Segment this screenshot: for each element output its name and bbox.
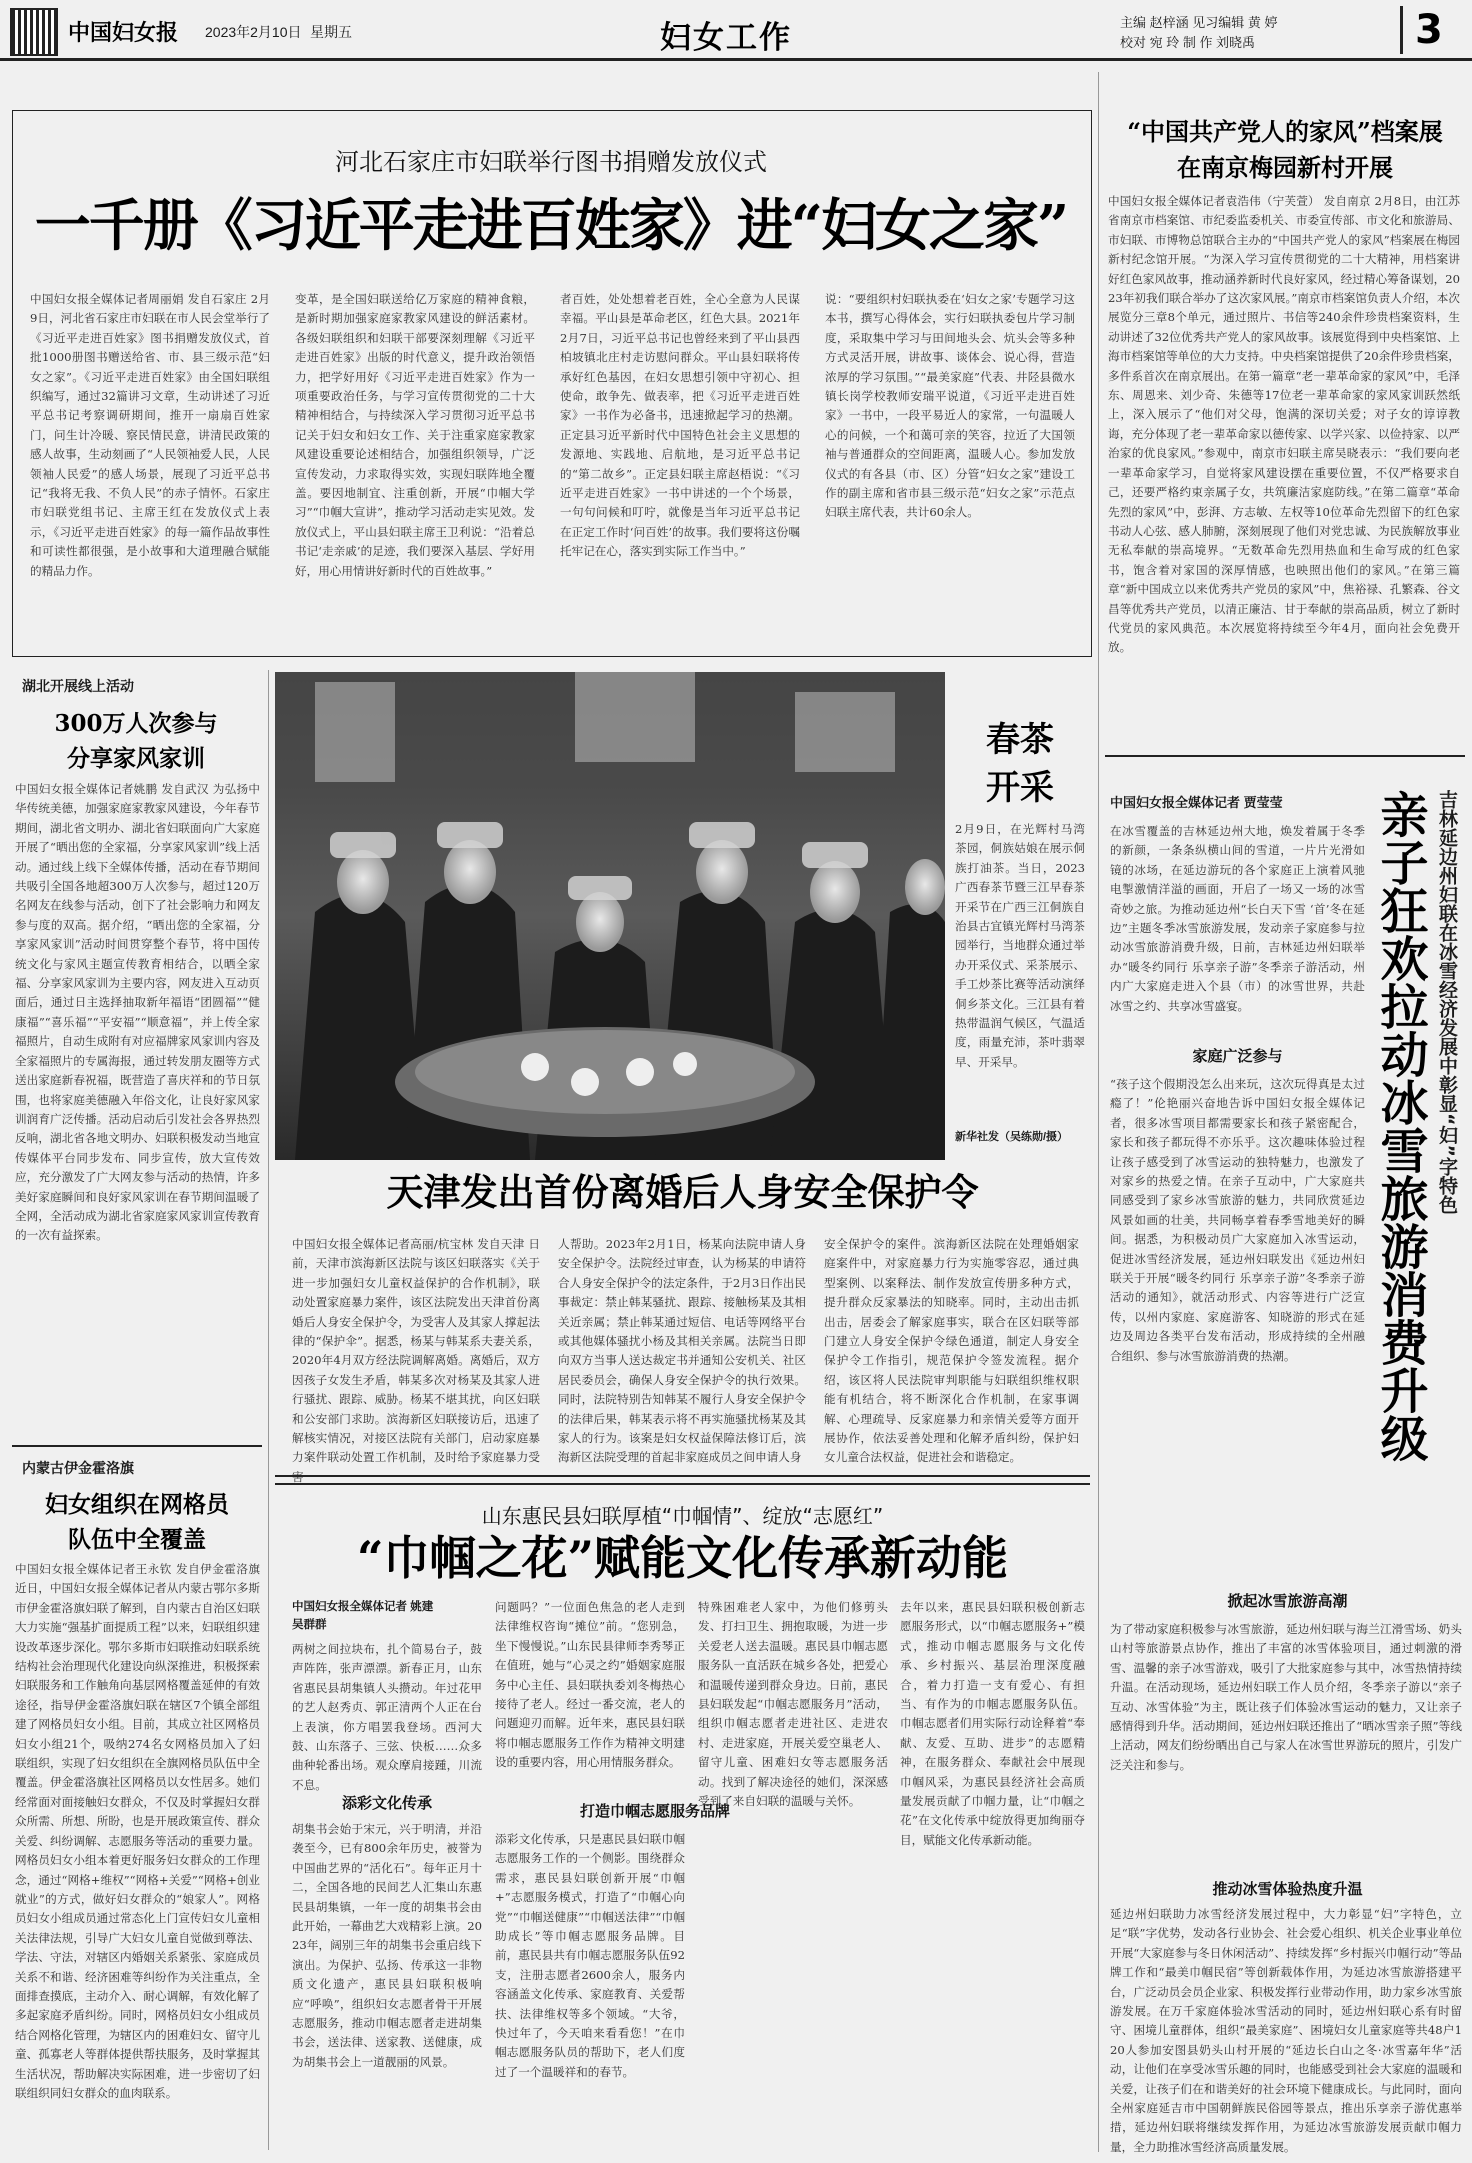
tianjin-col-3: 安全保护令的案件。滨海新区法院在处理婚姻家庭案件中，对家庭暴力行为实施零容忍，通过典型案例、以案释法、制作发放宣传册多种方式，提升群众反家暴法的知晓率。同时，主动出击抓出击，居委会了解家庭事实，联合在区妇联等部门建立人身安全保护令绿色通道，制定人身安全保护令工作指引，规范保护令签发流程。据介绍，该区将人民法院审判职能与妇联组织维权职能有机结合，将不断深化合作机制，在家事调解、心理疏导、反家庭暴力和亲情关爱等方面开展协作，依法妥善处理和化解矛盾纠纷，保护妇女儿童合法权益，促进社会和谐稳定。 bbox=[824, 1237, 1079, 1465]
shandong-col-2: 问题吗？”一位面色焦急的老人走到法律维权咨询“摊位”前。“您别急，坐下慢慢说。”山东民县律师李秀琴正在值班，她与“心灵之约”婚姻家庭服务中心主任、县妇联执委刘冬梅热心接待了老人。经过一番交流，老人的问题迎刃而解。近年来，惠民县妇联将巾帼志愿服务工作作为精神文明建设的重要内容，用心用情服务群众。 bbox=[495, 1600, 685, 1770]
right-column-divider bbox=[1098, 72, 1099, 2152]
hubei-bottom-rule bbox=[12, 1445, 262, 1447]
shandong-col-1: 两树之间拉块布，扎个简易台子，鼓声阵阵，张声漂漂。新春正月，山东省惠民县胡集镇人头攒动。年过花甲的艺人赵秀贞、郭正清两个人正在台上表演，你方唱罢我登场。西河大鼓、山东落子、三弦、快板……众多曲种轮番出场。观众摩肩接踵，川流不息。 bbox=[292, 1642, 482, 1792]
hubei-headline-1: 300万人次参与 bbox=[54, 710, 218, 737]
staff-line-1: 主编 赵梓涵 见习编辑 黄 婷 bbox=[1120, 15, 1278, 30]
masthead bbox=[0, 0, 1472, 72]
jilin-body-2: 为了带动家庭积极参与冰雪旅游，延边州妇联与海兰江滑雪场、奶头山村等旅游景点协作，推出了丰富的冰雪体验项目，通过刺激的滑雪、温馨的亲子冰雪游戏，吸引了大批家庭参与其中，冰雪热情持续升温。在活动现场，延边州妇联工作人员介绍，冬季亲子游以“亲子互动、冰雪体验”为主，既让孩子们体验冰雪运动的魅力，又让亲子感情得到升华。活动期间，延边州妇联还推出了“晒冰雪亲子照”等线上活动，网友们纷纷晒出自己与家人在冰雪世界游玩的照片，引发广泛关注和参与。 bbox=[1110, 1622, 1462, 1772]
tianjin-headline: 天津发出首份离婚后人身安全保护令 bbox=[386, 1170, 979, 1214]
tianjin-col-2: 人帮助。2023年2月1日，杨某向法院申请人身安全保护令。法院经过审查，认为杨某的申请符合人身安全保护令的法定条件，于2月3日作出民事裁定：禁止韩某骚扰、跟踪、接触杨某及其相关近亲属；禁止韩某通过短信、电话等网络平台或其他媒体骚扰小杨及其相关亲属。法院当日即向双方当事人送达裁定书并通知公安机关、社区居民委员会，确保人身安全保护令的执行效果。同时，法院特别告知韩某不履行人身安全保护令的法律后果，韩某表示将不再实施骚扰杨某及其家人的行为。该案是妇女权益保障法修订后，滨海新区法院受理的首起非家庭成员之间申请人身 bbox=[558, 1237, 806, 1465]
lead-col-2: 变革，是全国妇联送给亿万家庭的精神食粮，是新时期加强家庭家教家风建设的鲜活素材。各级妇联组织和妇联干部要深刻理解《习近平走进百姓家》出版的时代意义，提升政治领悟力，把学好用好《习近平走进百姓家》作为一项重要政治任务，与学习宣传贯彻党的二十大精神相结合，与持续深入学习贯彻习近平总书记关于妇女和妇女工作、关于注重家庭家教家风建设重要论述相结合，加强组织领导，广泛宣传发动，力求取得实效，实现妇联阵地全覆盖。要因地制宜、注重创新，开展“巾帼大学习”“巾帼大宣讲”，推动学习活动走实见效。发放仪式上，平山县妇联主席王卫利说：“沿着总书记‘走亲戚’的足迹，我们要深入基层、学好用好，用心用情讲好新时代的百姓故事。” bbox=[295, 292, 535, 578]
jilin-subhead-3: 推动冰雪体验热度升温 bbox=[1212, 1880, 1363, 1898]
neimeng-body: 中国妇女报全媒体记者王永钦 发自伊金霍洛旗 近日，中国妇女报全媒体记者从内蒙古鄂尔多斯市伊金霍洛旗妇联了解到，自内蒙古自治区妇联大力实施“强基扩面提质工程”以来，妇联组织建设改革逐步深化。鄂尔多斯市妇联推动妇联系统结构社会治理现代化建设向纵深推进，积极探索妇联服务和工作触角向基层网格覆盖延伸的有效途径，指导伊金霍洛旗妇联在辖区7个镇全部组建了网格员妇女小组。目前，其成立社区网格员妇女小组21个，吸纳274名女网格员加入了妇联组织，实现了妇女组织在全旗网格员队伍中全覆盖。伊金霍洛旗社区网格员以女性居多。她们经常面对面接触妇女群众，不仅及时掌握妇女群众所需、所想、所盼，也是开展政策宣传、群众关爱、纠纷调解、志愿服务等活动的重要力量。网格员妇女小组本着更好服务妇女群众的工作理念，通过“网格+维权”“网格+关爱”“网格+创业就业”的方式，做好妇女群众的“娘家人”。网格员妇女小组成员通过常态化上门宣传妇女儿童相关法律法规，引导广大妇女儿童自觉做到尊法、学法、守法，对辖区内婚姻关系紧张、家庭成员关系不和谐、经济困难等纠纷作为关注重点，全面排查摸底，主动介入、耐心调解，有效化解了多起家庭矛盾纠纷。同时，网格员妇女小组成员结合网格化管理，为辖区内的困难妇女、留守儿童、孤寡老人等群体提供帮扶服务，及时掌握其生活状况，帮助解决实际困难，进一步密切了妇联组织同妇女群众的血肉联系。 bbox=[15, 1562, 260, 2100]
right-top-bottom-rule bbox=[1105, 755, 1465, 757]
tianjin-bottom-rule bbox=[275, 1475, 1090, 1477]
jilin-byline: 中国妇女报全媒体记者 贾莹莹 bbox=[1110, 795, 1283, 810]
qr-code-icon bbox=[10, 8, 58, 56]
shandong-col-4: 去年以来，惠民县妇联积极创新志愿服务形式，以“巾帼志愿服务+”模式，推动巾帼志愿服务与文化传承、乡村振兴、基层治理深度融合，着力打造一支有爱心、有担当、有作为的巾帼志愿服务队伍。巾帼志愿者们用实际行动诠释着“奉献、友爱、互助、进步”的志愿精神，在服务群众、奉献社会中展现巾帼风采，为惠民县经济社会高质量发展贡献了巾帼力量，让“巾帼之花”在文化传承中绽放得更加绚丽夺目，赋能文化传承新动能。 bbox=[900, 1600, 1085, 1847]
shandong-subhead-2: 打造巾帼志愿服务品牌 bbox=[579, 1802, 730, 1820]
shandong-byline-1: 中国妇女报全媒体记者 姚建 bbox=[292, 1601, 434, 1613]
right-top-headline-1: “中国共产党人的家风”档案展 bbox=[1127, 117, 1443, 146]
shandong-byline-2: 吴群群 bbox=[292, 1619, 327, 1631]
left-column-divider bbox=[268, 670, 269, 2150]
shandong-headline: “巾帼之花”赋能文化传承新动能 bbox=[357, 1531, 1008, 1585]
lead-col-4: 说：“要组织村妇联执委在‘妇女之家’专题学习这本书，撰写心得体会，实行妇联执委包片学习制度，采取集中学习与田间地头会、炕头会等多种方式灵活开展，讲故事、谈体会、说心得，营造浓厚的学习氛围。”“最美家庭”代表、井陉县微水镇长岗学校教师安瑞平说道，《习近平走进百姓家》一书中，一段平易近人的家常，一句温暖人心的问候，一个和蔼可亲的笑容，拉近了大国领袖与普通群众的空间距离，温暖人心。参加发放仪式的有各县（市、区）分管“妇女之家”建设工作的副主席和省市县三级示范“妇女之家”示范点妇联主席代表，共计60余人。 bbox=[825, 292, 1075, 520]
page-number: 3 bbox=[1400, 6, 1443, 54]
masthead-rule bbox=[0, 58, 1472, 61]
shandong-col-1b: 胡集书会始于宋元，兴于明清，并沿袭至今，已有800余年历史，被誉为中国曲艺界的“活化石”。每年正月十二，全国各地的民间艺人汇集山东惠民县胡集镇，一年一度的胡集书会由此开始，一幕曲艺大戏精彩上演。2023年，阔别三年的胡集书会重启线下演出。为保护、弘扬、传承这一非物质文化遗产，惠民县妇联积极响应“呼唤”，组织妇女志愿者骨干开展志愿服务，推动巾帼志愿者走进胡集书会，送法律、送家教、送健康，成为胡集书会上一道靓丽的风景。 bbox=[292, 1822, 482, 2069]
issue-weekday: 星期五 bbox=[310, 24, 352, 40]
lead-headline: 一千册《习近平走进百姓家》进“妇女之家” bbox=[34, 193, 1068, 259]
jilin-vertical-kicker: 吉林延边州妇联在冰雪经济发展中彰显“妇”字特色 bbox=[1436, 790, 1458, 1214]
neimeng-headline-1: 妇女组织在网格员 bbox=[45, 1491, 229, 1518]
hubei-kicker: 湖北开展线上活动 bbox=[22, 678, 134, 694]
paper-name: 中国妇女报 bbox=[68, 20, 179, 46]
lead-col-3: 者百姓，处处想着老百姓，全心全意为人民谋幸福。平山县是革命老区，红色大县。2021年2月7日，习近平总书记也曾经来到了平山县西柏坡镇北庄村走访慰问群众。平山县妇联将传承好红色基因，在妇女思想引领中守初心、担使命，敢争先、做表率，把《习近平走进百姓家》一书作为必备书，迅速掀起学习的热潮。正定县习近平新时代中国特色社会主义思想的发源地、实践地、启航地，是习近平总书记的“第二故乡”。正定县妇联主席赵梧说：“《习近平走进百姓家》一书中讲述的一个个场景，一句句问候和叮咛，就像是当年习近平总书记在正定工作时‘问百姓’的故事。我们要将这份嘱托牢记在心，落实到实际工作当中。” bbox=[560, 292, 800, 559]
shandong-kicker: 山东惠民县妇联厚植“巾帼情”、绽放“志愿红” bbox=[481, 1504, 884, 1528]
tea-festival-photo bbox=[275, 672, 945, 1160]
tea-photo-credit: 新华社发（吴练勋/摄） bbox=[955, 1131, 1069, 1143]
jilin-subhead-1: 家庭广泛参与 bbox=[1192, 1047, 1283, 1065]
section-title: 妇女工作 bbox=[660, 20, 792, 56]
lead-col-1: 中国妇女报全媒体记者周丽娟 发自石家庄 2月9日，河北省石家庄市妇联在市人民会堂举行了《习近平走进百姓家》图书捐赠发放仪式，首批1000册图书赠送给省、市、县三级示范“妇女之家”。《习近平走进百姓家》由全国妇联组织编写，通过32篇讲习文章，生动讲述了习近平总书记考察调研期间，推开一扇扇百姓家门，问生计冷暖、察民情民意，讲清民政策的感人故事，生动刻画了“人民领袖爱人民，人民领袖人民爱”的感人场景，展现了习近平总书记“我将无我、不负人民”的赤子情怀。石家庄市妇联党组书记、主席王红在发放仪式上表示，《习近平走进百姓家》的每一篇作品故事性和可读性都很强，是小故事和大道理融合赋能的精品力作。 bbox=[30, 292, 270, 578]
neimeng-kicker: 内蒙古伊金霍洛旗 bbox=[22, 1460, 134, 1476]
tea-caption: 2月9日，在光辉村马湾茶园，侗族姑娘在展示侗族打油茶。当日，2023广西春茶节暨三江早春茶开采节在广西三江侗族自治县古宜镇光辉村马湾茶园举行，当地群众通过举办开采仪式、采茶展示、手工炒茶比赛等活动演绎侗乡茶文化。三江县有着热带温润气候区，气温适度，雨量充沛，茶叶翡翠早、开采早。 bbox=[955, 822, 1085, 1069]
shandong-subhead-1: 添彩文化传承 bbox=[341, 1794, 432, 1812]
jilin-body-1: “孩子这个假期没怎么出来玩，这次玩得真是太过瘾了！”伦艳丽兴奋地告诉中国妇女报全媒体记者，很多冰雪项目都需要家长和孩子紧密配合，家长和孩子都玩得不亦乐乎。这次趣味体验过程让孩子感受到了冰雪运动的独特魅力，也激发了对家乡的热爱之情。在亲子互动中，广大家庭共同感受到了家乡冰雪旅游的魅力，共同欣赏延边风景如画的壮美，共同畅享着春季雪地美好的瞬间。据悉，为积极动员广大家庭加入冰雪运动，促进冰雪经济发展，延边州妇联发出《延边州妇联关于开展“暖冬约同行 乐享亲子游”冬季亲子游活动的通知》，就活动形式、内容等进行广泛宣传，以州内家庭、家庭游客、知晓游的形式在延边及周边各类平台发布活动，形成持续的全州融合组织、参与冰雪旅游消费的热潮。 bbox=[1110, 1077, 1365, 1363]
jilin-body-3: 延边州妇联助力冰雪经济发展过程中，大力彰显“妇”字特色，立足“联”字优势，发动各行业协会、社会爱心组织、机关企业事业单位开展“大家庭参与冬日休闲活动”、持续发挥“乡村振兴巾帼行动”等品牌工作和“最美巾帼民宿”等创新载体作用，为延边冰雪旅游搭建平台，广泛动员会员企业家、积极发挥行业带动作用，助力家乡冰雪旅游发展。在万千家庭体验冰雪活动的同时，延边州妇联心系有时留守、困境儿童群体，组织“最美家庭”、困境妇女儿童家庭等共48户120人参加安图县奶头山村开展的“延边长白山之冬·冰雪嘉年华”活动，让他们在享受冰雪乐趣的同时，也能感受到社会大家庭的温暖和关爱，让孩子们在和谐美好的社会环境下健康成长。与此同时，面向全州家庭延吉市中国朝鲜族民俗园等景点，推出乐享亲子游优惠举措，延边州妇联将继续发挥作用，为延边冰雪旅游发展贡献巾帼力量，全力助推冰雪经济高质量发展。 bbox=[1110, 1907, 1462, 2154]
right-top-body: 中国妇女报全媒体记者袁浩伟（宁芙萱） 发自南京 2月8日，由江苏省南京市档案馆、市纪委监委机关、市委宣传部、市文化和旅游局、市妇联、市博物总馆联合主办的“中国共产党人的家风”档案展在梅园新村纪念馆开展。“为深入学习宣传贯彻党的二十大精神，用档案讲好红色家风故事，推动涵养新时代良好家风，经过精心筹备谋划，2023年初我们联合举办了这次家风展。”南京市档案馆负责人介绍，本次展览分三章8个单元，通过照片、书信等240余件珍贵档案资料，生动讲述了32位优秀共产党人的家风故事。该展览得到中央档案馆、上海市档案馆等单位的大力支持。中央档案馆提供了20余件珍贵档案，多件系首次在南京展出。在第一篇章“老一辈革命家的家风”中，毛泽东、周恩来、刘少奇、朱德等17位老一辈革命家的家风家训跃然纸上，深入展示了“他们对父母，饱满的深切关爱；对子女的谆谆教诲，充分体现了老一辈革命家以德传家、以学兴家、以俭持家、以严治家的优良家风。”参观中，南京市妇联主席吴晓表示：“我们要向老一辈革命家学习，自觉将家风建设摆在重要位置，不仅严格要求自己，还要严格约束亲属子女，共筑廉洁家庭防线。”在第二篇章“革命先烈的家风”中，彭湃、方志敏、左权等10位革命先烈留下的红色家书动人心弦、感人肺腑，深刻展现了他们对党忠诚、为民族解放事业无私奉献的崇高境界。“无数革命先烈用热血和生命写成的红色家书，饱含着对家国的深厚情感，也映照出他们的家风。”在第三篇章“新中国成立以来优秀共产党员的家风”中，焦裕禄、孔繁森、谷文昌等优秀共产党员，以清正廉洁、甘于奉献的崇高品质，树立了新时代党员的家风典范。本次展览将持续至今年4月，面向社会免费开放。 bbox=[1108, 194, 1460, 655]
lead-kicker: 河北石家庄市妇联举行图书捐赠发放仪式 bbox=[335, 148, 767, 176]
hubei-body: 中国妇女报全媒体记者姚鹏 发自武汉 为弘扬中华传统美德，加强家庭家教家风建设，今年春节期间，湖北省文明办、湖北省妇联面向广大家庭开展了“晒出您的全家福，分享家风家训”线上活动。通过线上线下全媒体传播，活动在春节期间共吸引全国各地超300万人次参与，超过120万名网友在线参与活动，创下了社会影响力和网友参与度的双高。据介绍，“晒出您的全家福，分享家风家训”活动时间贯穿整个春节，将中国传统文化与家风主题宣传教育相结合，以晒全家福、分享家风家训为主要内容，网友进入互动页面后，通过日主选择抽取新年福语“团圆福”“健康福”“喜乐福”“平安福”“顺意福”，并上传全家福照片，自动生成附有对应福牌家风家训内容及全家福照片的专属海报，通过转发朋友圈等方式送出家庭新春祝福，既营造了喜庆祥和的节日氛围，也将家庭美德融入年俗文化，让良好家风家训润育广泛传播。活动启动后引发社会各界热烈反响，湖北省各地文明办、妇联积极发动当地宣传媒体平台同步发布、同步宣传，放大宣传效应，充分激发了广大网友参与活动的热情，许多美好家庭瞬间和良好家风家训在春节期间温暖了全网，全活动成为湖北省家庭家风家训宣传教育的一次有益探索。 bbox=[15, 782, 260, 1243]
neimeng-headline-2: 队伍中全覆盖 bbox=[68, 1526, 206, 1553]
shandong-col-3: 特殊困难老人家中，为他们修剪头发、打扫卫生、拥抱取暖，为进一步关爱老人送去温暖。惠民县巾帼志愿服务队一直活跃在城乡各处，把爱心和温暖传递到群众身边。日前，惠民县妇联发起“巾帼志愿服务月”活动，组织巾帼志愿者走进社区、走进农村、走进家庭，开展关爱空巢老人、留守儿童、困难妇女等志愿服务活动。找到了解决途径的她们，深深感受到了来自妇联的温暖与关怀。 bbox=[698, 1600, 888, 1809]
tianjin-col-1: 中国妇女报全媒体记者高丽/杭宝林 发自天津 日前，天津市滨海新区法院与该区妇联落实《关于进一步加强妇女儿童权益保护的合作机制》，联动处置家庭暴力案件，该区法院发出天津首份离婚后人身安全保护令，为受害人及其家人撑起法律的“保护伞”。据悉，杨某与韩某系夫妻关系，2020年4月双方经法院调解离婚。离婚后，双方因孩子女发生矛盾，韩某多次对杨某及其家人进行骚扰、跟踪、威胁。杨某不堪其扰，向区妇联和公安部门求助。滨海新区妇联接访后，迅速了解核实情况，对接区法院有关部门，启动家庭暴力案件联动处置工作机制，及时给予家庭暴力受 bbox=[292, 1237, 540, 1465]
jilin-subhead-2: 掀起冰雪旅游高潮 bbox=[1227, 1592, 1348, 1610]
issue-date: 2023年2月10日 bbox=[205, 24, 302, 40]
tea-title-2: 开采 bbox=[986, 768, 1054, 808]
jilin-intro: 在冰雪覆盖的吉林延边州大地，焕发着属于冬季的新颜，一条条纵横山间的雪道，一片片光滑如镜的冰场，在延边游玩的各个家庭正上演着风驰电掣激情洋溢的画面，开启了一场又一场的冰雪奇妙之旅。为推动延边州“长白天下雪 ‘首’冬在延边”主题冬季冰雪旅游发展，发动亲子家庭参与拉动冰雪旅游消费升级，日前，吉林延边州妇联举办“暖冬约同行 乐享亲子游”冬季亲子游活动，州内广大家庭走进入个县（市）的冰雪世界，共赴冰雪之约、共享冰雪盛宴。 bbox=[1110, 824, 1365, 1013]
right-top-headline-2: 在南京梅园新村开展 bbox=[1177, 153, 1393, 182]
staff-line-2: 校对 宛 玲 制 作 刘晓禹 bbox=[1120, 35, 1256, 50]
hubei-headline-2: 分享家风家训 bbox=[67, 745, 205, 772]
tea-title-1: 春茶 bbox=[986, 720, 1054, 760]
shandong-col-2b: 添彩文化传承，只是惠民县妇联巾帼志愿服务工作的一个侧影。围绕群众需求，惠民县妇联创新开展“巾帼+”志愿服务模式，打造了“巾帼心向党”“巾帼送健康”“巾帼送法律”“巾帼助成长”等巾帼志愿服务品牌。目前，惠民县共有巾帼志愿服务队伍92支，注册志愿者2600余人，服务内容涵盖文化传承、家庭教育、关爱帮扶、法律维权等多个领域。“大爷，快过年了，今天咱来看看您！”在巾帼志愿服务队员的帮助下，老人们度过了一个温暖祥和的春节。 bbox=[495, 1832, 685, 2079]
jilin-vertical-headline: 亲子狂欢拉动冰雪旅游消费升级 bbox=[1372, 790, 1428, 1462]
